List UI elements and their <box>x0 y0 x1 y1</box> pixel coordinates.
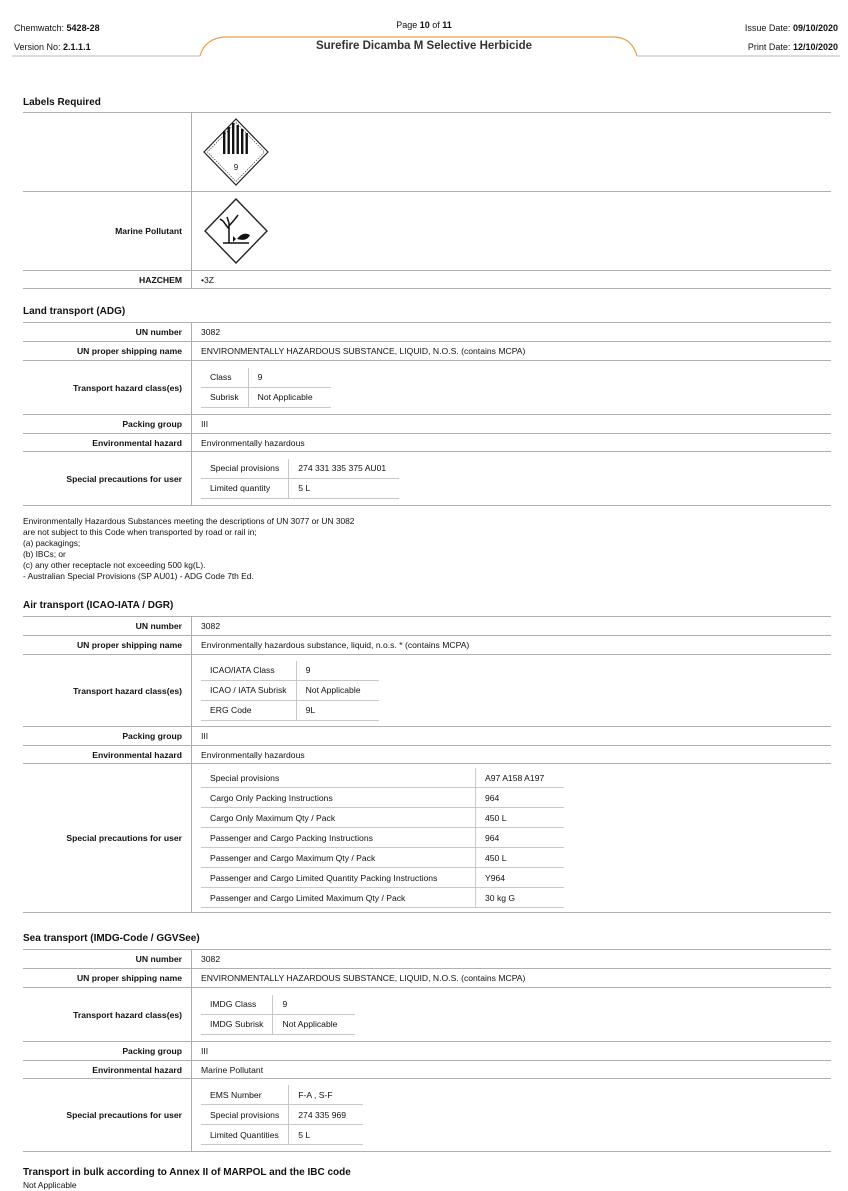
shipping-name-label: UN proper shipping name <box>23 969 192 988</box>
labels-required-table <box>23 112 831 289</box>
shipping-name-label: UN proper shipping name <box>23 636 192 655</box>
un-number-value: 3082 <box>192 617 832 636</box>
page-of: of <box>432 20 440 30</box>
un-number-label: UN number <box>23 323 192 342</box>
note-line: (c) any other receptacle not exceeding 500 kg(L). <box>23 560 206 570</box>
air-hazard-class-table <box>201 661 379 721</box>
packing-group-value: III <box>192 415 832 434</box>
land-hazard-class-table <box>201 368 331 408</box>
un-number-label: UN number <box>23 950 192 969</box>
print-date-value: 12/10/2020 <box>792 42 838 52</box>
packing-group-label: Packing group <box>23 1042 192 1061</box>
note-line: (b) IBCs; or <box>23 549 66 559</box>
shipping-name-label: UN proper shipping name <box>23 342 192 361</box>
land-transport-table <box>23 322 831 506</box>
nested-row: Passenger and Cargo Maximum Qty / Pack 450 L <box>201 848 564 868</box>
nested-row: Special provisions 274 331 335 375 AU01 <box>201 459 399 479</box>
page-header <box>0 0 848 60</box>
issue-date-label: Issue Date: <box>744 23 791 33</box>
bulk-transport-value: Not Applicable <box>23 1180 77 1190</box>
un-number-label: UN number <box>23 617 192 636</box>
issue-date-value: 09/10/2020 <box>792 23 838 33</box>
air-transport-title: Air transport (ICAO-IATA / DGR) <box>23 600 174 611</box>
page-indicator <box>0 19 848 31</box>
print-date-label: Print Date: <box>747 42 791 52</box>
shipping-name-value: Environmentally hazardous substance, liquid, n.o.s. * (contains MCPA) <box>192 636 832 655</box>
packing-group-value: III <box>192 1042 832 1061</box>
marine-pollutant-icon <box>201 195 271 267</box>
note-line: (a) packagings; <box>23 538 81 548</box>
bulk-transport-title: Transport in bulk according to Annex II of MARPOL and the IBC code <box>23 1167 351 1178</box>
nested-row: IMDG Class 9 <box>201 995 355 1015</box>
env-hazard-value: Marine Pollutant <box>192 1061 832 1079</box>
env-hazard-label: Environmental hazard <box>23 1061 192 1079</box>
sea-hazard-class-table <box>201 995 355 1035</box>
precautions-label: Special precautions for user <box>23 1079 192 1152</box>
packing-group-value: III <box>192 727 832 746</box>
land-precautions-table <box>201 459 399 499</box>
nested-row: Limited quantity 5 L <box>201 478 399 498</box>
nested-row: Passenger and Cargo Limited Quantity Packing Instructions Y964 <box>201 868 564 888</box>
sea-transport-title: Sea transport (IMDG-Code / GGVSee) <box>23 933 200 944</box>
page-number: 10 <box>419 20 430 30</box>
nested-row: Limited Quantities 5 L <box>201 1125 363 1145</box>
land-transport-title: Land transport (ADG) <box>23 306 126 317</box>
chemwatch-label: Chemwatch: <box>14 23 65 33</box>
marine-pollutant-label: Marine Pollutant <box>23 192 192 271</box>
nested-row: Cargo Only Maximum Qty / Pack 450 L <box>201 808 564 828</box>
adg-exemption-note <box>23 516 354 582</box>
un-number-value: 3082 <box>192 950 832 969</box>
nested-row: Special provisions A97 A158 A197 <box>201 768 564 788</box>
env-hazard-value: Environmentally hazardous <box>192 434 832 452</box>
env-hazard-value: Environmentally hazardous <box>192 746 832 764</box>
sea-transport-table <box>23 949 831 1152</box>
shipping-name-value: ENVIRONMENTALLY HAZARDOUS SUBSTANCE, LIQUID, N.O.S. (contains MCPA) <box>192 969 832 988</box>
un-number-value: 3082 <box>192 323 832 342</box>
version-value: 2.1.1.1 <box>63 42 91 52</box>
nested-row: ICAO / IATA Subrisk Not Applicable <box>201 680 379 700</box>
hazchem-label: HAZCHEM <box>23 271 192 289</box>
precautions-label: Special precautions for user <box>23 452 192 506</box>
version-label: Version No: <box>14 42 61 52</box>
header-right <box>745 19 838 57</box>
nested-row: ICAO/IATA Class 9 <box>201 661 379 681</box>
hazard-class-label: Transport hazard class(es) <box>23 361 192 415</box>
nested-row: Passenger and Cargo Packing Instructions 964 <box>201 828 564 848</box>
document-title: Surefire Dicamba M Selective Herbicide <box>315 40 533 52</box>
page-total: 11 <box>442 20 452 30</box>
packing-group-label: Packing group <box>23 415 192 434</box>
class9-number: 9 <box>233 163 239 172</box>
chemwatch-value: 5428-28 <box>66 23 100 33</box>
precautions-label: Special precautions for user <box>23 764 192 913</box>
env-hazard-label: Environmental hazard <box>23 746 192 764</box>
note-line: - Australian Special Provisions (SP AU01) - ADG Code 7th Ed. <box>23 571 254 581</box>
nested-row: IMDG Subrisk Not Applicable <box>201 1014 355 1034</box>
sea-precautions-table <box>201 1085 363 1145</box>
hazchem-value: •3Z <box>192 271 832 289</box>
packing-group-label: Packing group <box>23 727 192 746</box>
hazard-class-label: Transport hazard class(es) <box>23 988 192 1042</box>
env-hazard-label: Environmental hazard <box>23 434 192 452</box>
note-line: Environmentally Hazardous Substances meeting the descriptions of UN 3077 or UN 3082 <box>23 516 355 526</box>
nested-row: Subrisk Not Applicable <box>201 387 331 407</box>
air-transport-table <box>23 616 831 913</box>
nested-row: EMS Number F-A , S-F <box>201 1085 363 1105</box>
nested-row: Cargo Only Packing Instructions 964 <box>201 788 564 808</box>
class9-hazard-diamond-icon <box>200 115 272 189</box>
air-precautions-table <box>201 768 564 908</box>
nested-row: Special provisions 274 335 969 <box>201 1105 363 1125</box>
nested-row: ERG Code 9L <box>201 700 379 720</box>
shipping-name-value: ENVIRONMENTALLY HAZARDOUS SUBSTANCE, LIQUID, N.O.S. (contains MCPA) <box>192 342 832 361</box>
labels-required-title: Labels Required <box>23 97 101 108</box>
nested-row: Passenger and Cargo Limited Maximum Qty / Pack 30 kg G <box>201 888 564 908</box>
note-line: are not subject to this Code when transported by road or rail in; <box>23 527 257 537</box>
nested-row: Class 9 <box>201 368 331 388</box>
page-label: Page <box>396 20 418 30</box>
hazard-class-label: Transport hazard class(es) <box>23 655 192 727</box>
